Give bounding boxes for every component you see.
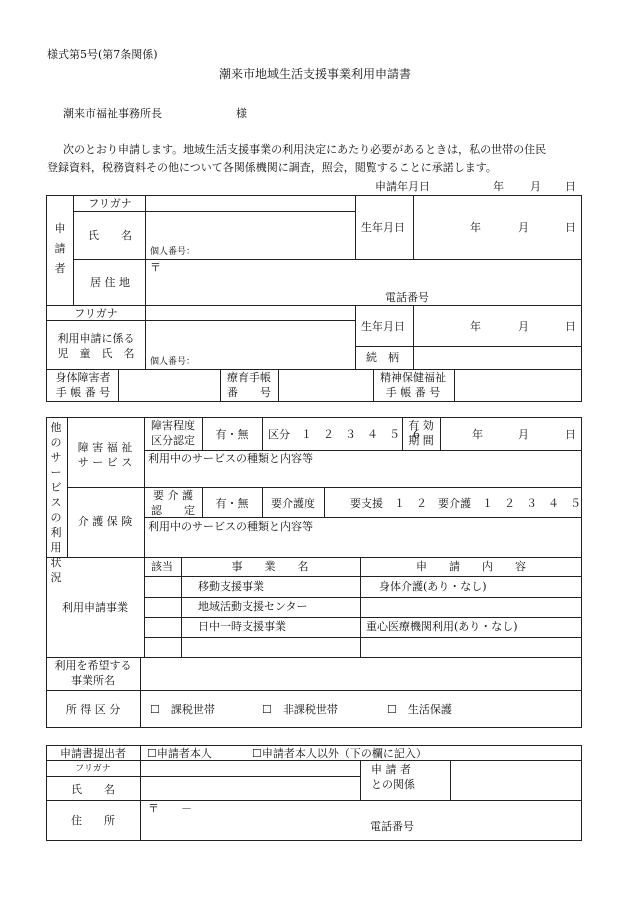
- income-nontaxed-checkbox[interactable]: ☐ 非課税世帯: [262, 703, 338, 716]
- income-taxed-checkbox[interactable]: ☐ 課税世帯: [150, 703, 215, 716]
- date-day[interactable]: 日: [565, 180, 576, 193]
- submitter-phone-label: 電話番号: [370, 820, 414, 833]
- submitter-furigana-label: フリガナ: [75, 764, 111, 774]
- care-level-options[interactable]: 要支援 １ ２ 要介護 １ ２ ３ ４ ５: [350, 497, 581, 510]
- physical-handbook-label-2: 手 帳 番 号: [55, 386, 111, 399]
- welfare-service-label-1: 障 害 福 祉: [77, 441, 133, 454]
- valid-period-label-1: 有 効: [408, 419, 434, 432]
- date-year[interactable]: 年: [493, 180, 504, 193]
- mental-handbook-label-2: 手 帳 番 号: [385, 386, 441, 399]
- applicant-postal-mark: 〒: [150, 261, 161, 274]
- applicant-name-label: 氏 名: [88, 229, 132, 242]
- intro-line-2: 登録資料，税務資料その他について各関係機関に調査，照会，閲覧することに承諾します。: [47, 161, 497, 174]
- child-relation-label: 続 柄: [366, 351, 399, 364]
- usage-row-business: 移動支援事業: [198, 580, 264, 593]
- addressee: 潮来市福祉事務所長: [63, 107, 162, 120]
- usage-row-request[interactable]: 重心医療機関利用(あり・なし): [366, 620, 518, 633]
- usage-col-check: 該当: [151, 560, 173, 573]
- care-cert-yes-no[interactable]: 有・無: [215, 497, 249, 510]
- valid-period-year[interactable]: 年: [472, 428, 483, 441]
- application-date-label: 申請年月日: [375, 180, 430, 193]
- submitter-relation-label-2: との関係: [371, 778, 415, 791]
- applicant-birth-year[interactable]: 年: [470, 221, 481, 234]
- disability-level-label-2: 区分認定: [151, 434, 195, 447]
- welfare-content-label: 利用中のサービスの種類と内容等: [148, 452, 313, 465]
- form-number: 様式第5号(第7条関係): [47, 48, 158, 61]
- date-month[interactable]: 月: [530, 180, 541, 193]
- child-birth-month[interactable]: 月: [518, 320, 529, 333]
- child-furigana-label: フリガナ: [74, 307, 118, 320]
- income-welfare-checkbox[interactable]: ☐ 生活保護: [387, 703, 452, 716]
- applicant-furigana-label: フリガナ: [88, 197, 132, 210]
- care-insurance-label: 介 護 保 険: [77, 515, 133, 528]
- care-cert-label-2: 認 定: [151, 504, 195, 517]
- submitter-address-label: 住 所: [71, 814, 115, 827]
- care-level-label: 要介護度: [271, 497, 315, 510]
- applicant-address-label: 居 住 地: [90, 276, 130, 289]
- child-birth-day[interactable]: 日: [565, 320, 576, 333]
- care-cert-label-1: 要 介 護: [153, 489, 193, 502]
- income-class-label: 所 得 区 分: [65, 703, 121, 716]
- valid-period-label-2: 期 間: [408, 434, 434, 447]
- valid-period-month[interactable]: 月: [518, 428, 529, 441]
- disability-level-yes-no[interactable]: 有・無: [215, 428, 249, 441]
- usage-section-label: 利用申請事業: [62, 601, 128, 614]
- submitter-other-checkbox[interactable]: ☐申請者本人以外（下の欄に記入）: [252, 747, 427, 760]
- submitter-postal-mark: 〒 －: [148, 802, 192, 815]
- other-services-side-label: 他のサービスの利用状況: [50, 421, 62, 584]
- applicant-birth-month[interactable]: 月: [518, 221, 529, 234]
- care-content-label: 利用中のサービスの種類と内容等: [148, 520, 313, 533]
- usage-col-business: 事 業 名: [231, 560, 309, 573]
- ryoiku-handbook-label-2: 番 号: [227, 386, 271, 399]
- child-name-label-1: 利用申請に係る: [57, 332, 135, 345]
- child-birth-label: 生年月日: [361, 320, 405, 333]
- addressee-honorific: 様: [236, 107, 247, 120]
- submitter-label: 申請書提出者: [60, 747, 126, 760]
- applicant-side-label: 申請者: [54, 222, 66, 275]
- intro-line-1: 次のとおり申請します。地域生活支援事業の利用決定にあたり必要があるときは，私の世帯の住民: [63, 143, 547, 156]
- applicant-birth-label: 生年月日: [361, 221, 405, 234]
- valid-period-day[interactable]: 日: [565, 428, 576, 441]
- submitter-relation-label-1: 申 請 者: [371, 763, 411, 776]
- usage-col-request: 申 請 内 容: [416, 560, 526, 573]
- submitter-self-checkbox[interactable]: ☐申請者本人: [147, 747, 212, 760]
- welfare-service-label-2: サ ー ビ ス: [77, 456, 133, 469]
- child-id-label: 個人番号：: [150, 357, 196, 367]
- applicant-birth-day[interactable]: 日: [565, 221, 576, 234]
- child-birth-year[interactable]: 年: [470, 320, 481, 333]
- desired-office-label-1: 利用を希望する: [54, 659, 132, 672]
- mental-handbook-label-1: 精神保健福祉: [380, 371, 446, 384]
- usage-row-business: 日中一時支援事業: [198, 620, 286, 633]
- submitter-name-label: 氏 名: [71, 783, 115, 796]
- applicant-id-label: 個人番号：: [150, 247, 196, 257]
- ryoiku-handbook-label-1: 療育手帳: [227, 371, 271, 384]
- applicant-phone-label: 電話番号: [385, 291, 429, 304]
- usage-row-business: 地域活動支援センター: [198, 600, 308, 613]
- page-title: 潮来市地域生活支援事業利用申請書: [218, 67, 412, 81]
- child-name-label-2: 児 童 氏 名: [57, 347, 135, 360]
- disability-kubun-options[interactable]: 区分 １ ２ ３ ４ ５ ６: [268, 428, 422, 441]
- usage-row-request[interactable]: 身体介護(あり・なし): [379, 580, 487, 593]
- physical-handbook-label-1: 身体障害者: [55, 371, 111, 384]
- desired-office-label-2: 事業所名: [71, 674, 115, 687]
- disability-level-label-1: 障害程度: [151, 419, 195, 432]
